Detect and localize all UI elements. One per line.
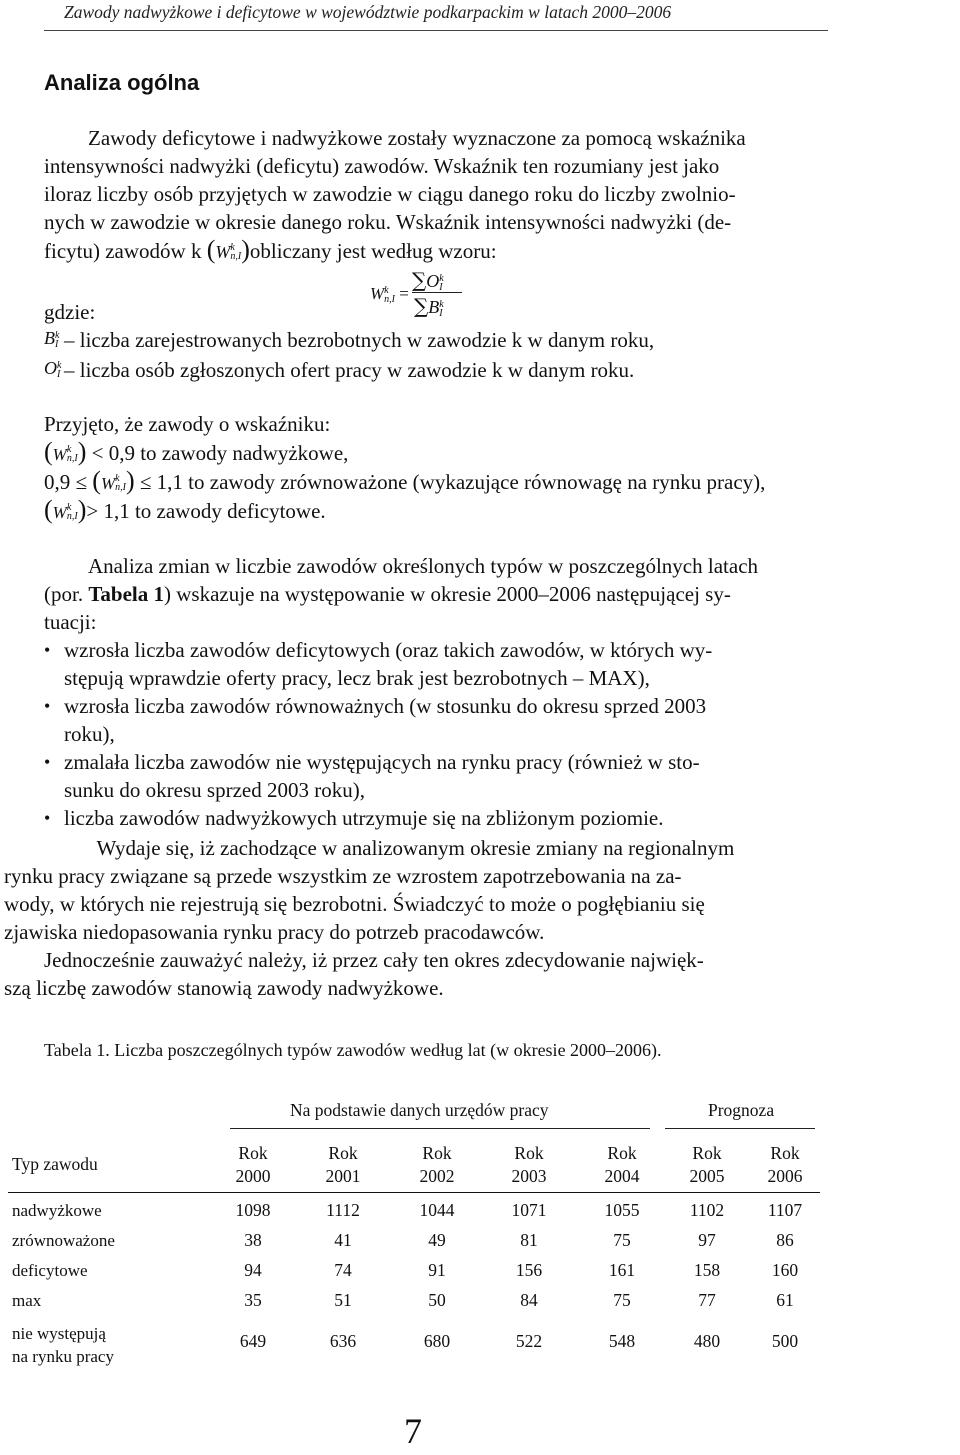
table-cell: 51 xyxy=(334,1290,352,1310)
def-B-text: – liczba zarejestrowanych bezrobotnych w zawodzie k w danym roku, xyxy=(64,328,655,352)
para3-line-2: szą liczbę zawodów stanowią zawody nadwyżkowe. xyxy=(4,976,444,1000)
table-cell: 160 xyxy=(771,1260,799,1280)
table-cell: 1071 xyxy=(511,1200,547,1220)
bullet-dot: • xyxy=(44,808,51,828)
table-row-label-line: nie występują xyxy=(12,1324,106,1343)
col-header-type: Typ zawodu xyxy=(12,1154,98,1174)
table-cell: 81 xyxy=(520,1230,538,1250)
formula-lhs: Wk n,I = xyxy=(370,284,409,306)
table-cell: 1107 xyxy=(767,1200,803,1220)
table-cell: 91 xyxy=(428,1260,446,1280)
criterion-2: 0,9 ≤ (Wk n,I) ≤ 1,1 to zawody zrównoważone (wykazujące równowagę na rynku pracy), xyxy=(44,466,766,495)
table-cell: 636 xyxy=(329,1331,357,1351)
table-cell: 49 xyxy=(428,1230,446,1250)
group-header-forecast: Prognoza xyxy=(708,1100,775,1120)
table-cell: 522 xyxy=(515,1331,543,1351)
criterion-3: (Wk n,I)> 1,1 to zawody deficytowe. xyxy=(44,495,326,524)
def-O-text: – liczba osób zgłoszonych ofert pracy w zawodzie k w danym roku. xyxy=(64,358,635,382)
table-cell: 480 xyxy=(693,1331,721,1351)
table-cell: 61 xyxy=(776,1290,794,1310)
col-header-year: Rok 2006 xyxy=(767,1143,803,1186)
table-cell: 35 xyxy=(244,1290,262,1310)
table-cell: 94 xyxy=(244,1260,262,1280)
table-cell: 1055 xyxy=(604,1200,640,1220)
bullet-dot: • xyxy=(44,696,51,716)
inline-W-symbol: (Wk n,I) xyxy=(206,235,250,264)
para2-line-3: wody, w których nie rejestrują się bezrobotni. Świadczyć to może o pogłębianiu się xyxy=(4,892,705,916)
running-header: Zawody nadwyżkowe i deficytowe w województwie podkarpackim w latach 2000–2006 xyxy=(64,2,672,22)
table-cell: 1102 xyxy=(689,1200,725,1220)
table-cell: 680 xyxy=(423,1331,451,1351)
formula-numerator: ∑Ok I xyxy=(412,268,444,293)
criterion-1: (Wk n,I) < 0,9 to zawody nadwyżkowe, xyxy=(44,437,349,466)
para3-line-1: Jednocześnie zauważyć należy, iż przez cały ten okres zdecydowanie najwięk- xyxy=(44,948,704,972)
table-cell: 161 xyxy=(608,1260,636,1280)
bullet-dot: • xyxy=(44,640,51,660)
table-cell: 86 xyxy=(776,1230,794,1250)
analysis-line-1: Analiza zmian w liczbie zawodów określonych typów w poszczególnych latach xyxy=(88,554,759,578)
analysis-line-2: (por. Tabela 1) wskazuje na występowanie w okresie 2000–2006 następującej sy- xyxy=(44,582,731,606)
table-row-label xyxy=(12,1259,88,1282)
table-cell: 75 xyxy=(613,1230,631,1250)
table-cell: 500 xyxy=(771,1331,799,1351)
bullet-4-line-1: liczba zawodów nadwyżkowych utrzymuje się na zbliżonym poziomie. xyxy=(64,806,664,830)
group-rule-1 xyxy=(230,1128,650,1129)
page-number: 7 xyxy=(404,1411,422,1451)
group-header-data: Na podstawie danych urzędów pracy xyxy=(290,1100,549,1120)
criteria-intro: Przyjęto, że zawody o wskaźniku: xyxy=(44,412,331,436)
intro-line-3: iloraz liczby osób przyjętych w zawodzie w ciągu danego roku do liczby zwolnio- xyxy=(44,182,736,206)
table-caption: Tabela 1. Liczba poszczególnych typów zawodów według lat (w okresie 2000–2006). xyxy=(44,1040,662,1060)
col-header-year: Rok 2005 xyxy=(689,1143,725,1186)
bullet-3-line-1: zmalała liczba zawodów nie występujących na rynku pracy (również w sto- xyxy=(64,750,700,774)
section-title: Analiza ogólna xyxy=(44,70,200,95)
col-header-year: Rok 2000 xyxy=(235,1143,271,1186)
para2-line-4: zjawiska niedopasowania rynku pracy do potrzeb pracodawców. xyxy=(4,920,545,944)
intro-line-1: Zawody deficytowe i nadwyżkowe zostały wyznaczone za pomocą wskaźnika xyxy=(88,126,746,150)
table-cell: 1044 xyxy=(419,1200,455,1220)
table-cell: 1098 xyxy=(235,1200,271,1220)
col-header-year: Rok 2004 xyxy=(604,1143,640,1186)
table-row-label-line: zrównoważone xyxy=(12,1231,115,1250)
def-symbol-O: Ok I xyxy=(44,358,62,380)
bullet-dot: • xyxy=(44,752,51,772)
table-row-label xyxy=(12,1199,102,1222)
table-cell: 75 xyxy=(613,1290,631,1310)
bullet-1-line-1: wzrosła liczba zawodów deficytowych (oraz takich zawodów, w których wy- xyxy=(64,638,713,662)
bullet-1-line-2: stępują wprawdzie oferty pracy, lecz brak jest bezrobotnych – MAX), xyxy=(64,666,650,690)
table-cell: 38 xyxy=(244,1230,262,1250)
para2-line-1: Wydaje się, iż zachodzące w analizowanym okresie zmiany na regionalnym xyxy=(96,836,735,860)
table-row-label xyxy=(12,1229,115,1252)
table-cell: 41 xyxy=(334,1230,352,1250)
col-header-year: Rok 2003 xyxy=(511,1143,547,1186)
table-row-label-line: deficytowe xyxy=(12,1261,88,1280)
header-bottom-rule xyxy=(8,1192,820,1193)
table-cell: 156 xyxy=(515,1260,543,1280)
intro-line-4: nych w zawodzie w okresie danego roku. Wskaźnik intensywności nadwyżki (de- xyxy=(44,210,732,234)
col-header-year: Rok 2001 xyxy=(325,1143,361,1186)
group-rule-2 xyxy=(665,1128,815,1129)
intro-line-5 xyxy=(44,236,497,266)
table-cell: 649 xyxy=(239,1331,267,1351)
table-row-label-line: nadwyżkowe xyxy=(12,1201,102,1220)
header-rule xyxy=(44,30,828,31)
formula-denominator: ∑Bk I xyxy=(414,294,444,319)
analysis-line-3: tuacji: xyxy=(44,610,97,634)
table-cell: 97 xyxy=(698,1230,716,1250)
table-reference: Tabela 1 xyxy=(88,582,164,606)
bullet-2-line-1: wzrosła liczba zawodów równoważnych (w stosunku do okresu sprzed 2003 xyxy=(64,694,707,718)
table-row-label xyxy=(12,1289,41,1312)
table-cell: 158 xyxy=(693,1260,721,1280)
table-cell: 548 xyxy=(608,1331,636,1351)
def-symbol-B: Bk I xyxy=(44,328,60,350)
table-row-label-line: max xyxy=(12,1291,42,1310)
fraction-bar xyxy=(412,292,462,293)
table-row-label xyxy=(12,1322,114,1368)
where-label: gdzie: xyxy=(44,300,96,324)
table-cell: 1112 xyxy=(326,1200,360,1220)
para2-line-2: rynku pracy związane są przede wszystkim ze wzrostem zapotrzebowania na za- xyxy=(4,864,682,888)
bullet-2-line-2: roku), xyxy=(64,722,115,746)
intro-line-5-post: obliczany jest według wzoru: xyxy=(249,239,497,263)
intro-line-5-pre: ficytu) zawodów k xyxy=(44,239,202,263)
table-cell: 84 xyxy=(520,1290,538,1310)
intro-line-2: intensywności nadwyżki (deficytu) zawodów. Wskaźnik ten rozumiany jest jako xyxy=(44,154,720,178)
table-cell: 50 xyxy=(428,1290,446,1310)
table-row-label-line: na rynku pracy xyxy=(12,1347,114,1366)
table-cell: 74 xyxy=(334,1260,352,1280)
col-header-year: Rok 2002 xyxy=(419,1143,455,1186)
bullet-3-line-2: sunku do okresu sprzed 2003 roku), xyxy=(64,778,365,802)
table-cell: 77 xyxy=(698,1290,716,1310)
